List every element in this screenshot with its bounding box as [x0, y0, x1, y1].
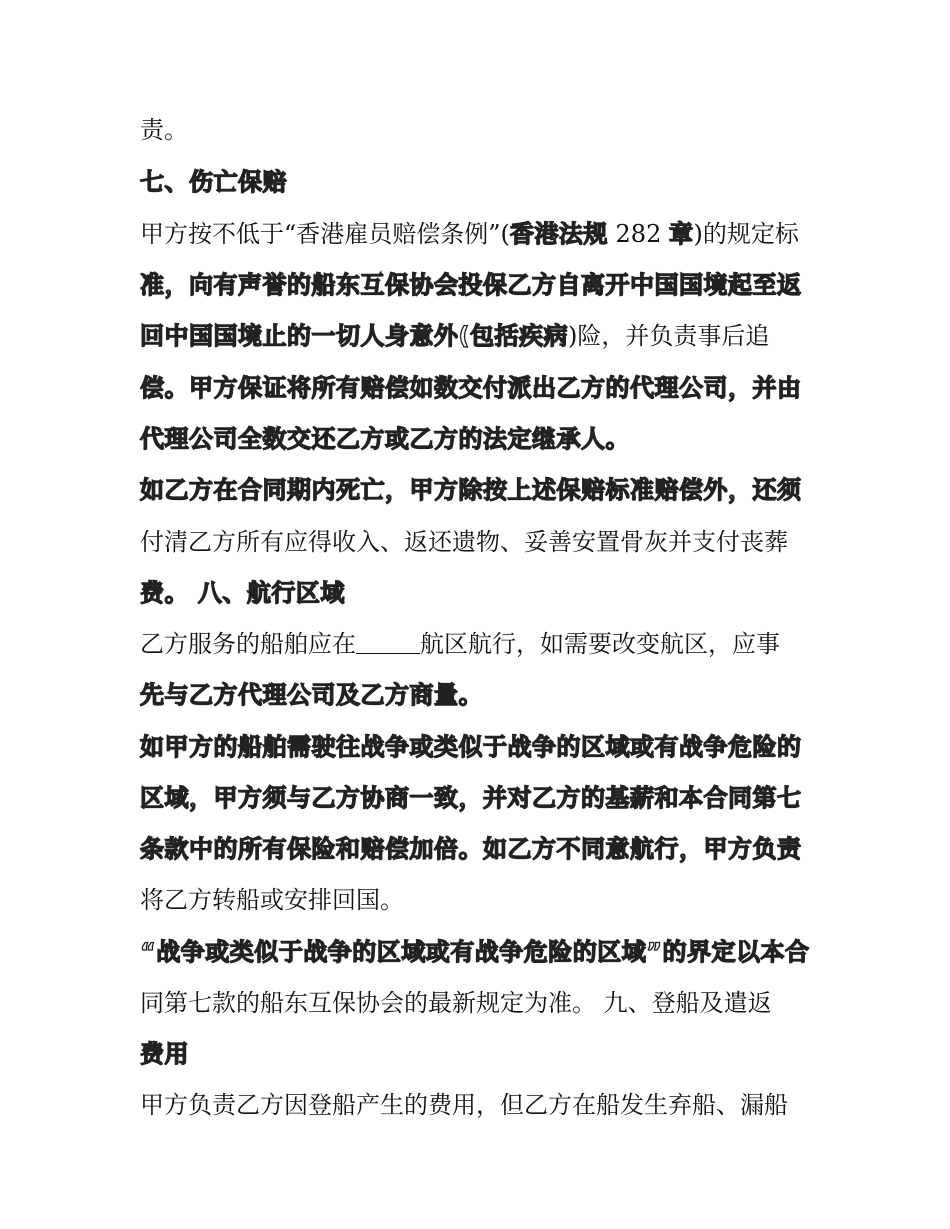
body-text: 同第七款的船东互保协会的最新规定为准。 九、登船及遣返 [140, 989, 772, 1017]
body-text: 甲方负责乙方因登船产生的费用，但乙方在船发生弃船、漏船 [140, 1091, 788, 1119]
outlined-text: 回中国国境止的一切人身意外(包括疾病 [140, 322, 568, 350]
outlined-text: 条款中的所有保险和赔偿加倍。如乙方不同意航行，甲方负责 [140, 835, 802, 863]
paragraph-line [140, 1085, 820, 1125]
paragraph-line [140, 265, 820, 305]
outlined-text: 费。 八、航行区域 [140, 579, 345, 607]
blank-underline [356, 629, 420, 654]
outlined-text: 七、伤亡保赔 [140, 168, 287, 196]
outlined-text: 如甲方的船舶需驶往战争或类似于战争的区域或有战争危险的 [140, 733, 802, 761]
paragraph-line [140, 727, 820, 767]
body-text: 乙方服务的船舶应在 [140, 630, 356, 658]
outlined-text: 偿。甲方保证将所有赔偿如数交付派出乙方的代理公司，并由 [140, 374, 802, 402]
paragraph-line [140, 419, 820, 459]
body-text: 航区航行，如需要改变航区，应事 [420, 630, 780, 658]
paragraph-line [140, 778, 820, 818]
paragraph-line [140, 214, 820, 254]
paragraph-line [140, 983, 820, 1023]
paragraph-line [140, 110, 820, 150]
outlined-text: “战争或类似于战争的区域或有战争危险的区域”的界定以本合 [140, 938, 810, 966]
outlined-text: 费用 [140, 1040, 189, 1068]
body-text: 甲方按不低于“香港雇员赔偿条例”( [140, 220, 510, 248]
outlined-text: 如乙方在合同期内死亡，甲方除按上述保赔标准赔偿外，还须 [140, 476, 802, 504]
body-text: 282 [607, 220, 669, 248]
body-text: 付清乙方所有应得收入、返还遗物、妥善安置骨灰并支付丧葬 [140, 528, 788, 556]
outlined-text: 章 [668, 220, 694, 248]
outlined-text: 代理公司全数交还乙方或乙方的法定继承人。 [140, 425, 630, 453]
body-text: )险，并负责事后追 [567, 322, 770, 350]
paragraph-line [140, 829, 820, 869]
paragraph-line [140, 675, 820, 715]
paragraph-line [140, 470, 820, 510]
paragraph-line [140, 316, 820, 356]
outlined-text: 区域，甲方须与乙方协商一致，并对乙方的基薪和本合同第七 [140, 784, 802, 812]
paragraph-line [140, 522, 820, 562]
paragraph-line [140, 880, 820, 920]
body-text: )的规定标 [693, 220, 799, 248]
paragraph-line [140, 624, 820, 664]
body-text: 责。 [140, 116, 188, 144]
paragraph-line [140, 162, 820, 202]
paragraph-line [140, 368, 820, 408]
paragraph-line [140, 932, 820, 972]
paragraph-line [140, 573, 820, 613]
outlined-text: 先与乙方代理公司及乙方商量。 [140, 681, 483, 709]
outlined-text: 准，向有声誉的船东互保协会投保乙方自离开中国国境起至返 [140, 271, 802, 299]
outlined-text: 香港法规 [509, 220, 608, 248]
body-text: 将乙方转船或安排回国。 [140, 886, 404, 914]
paragraph-line [140, 1034, 820, 1074]
